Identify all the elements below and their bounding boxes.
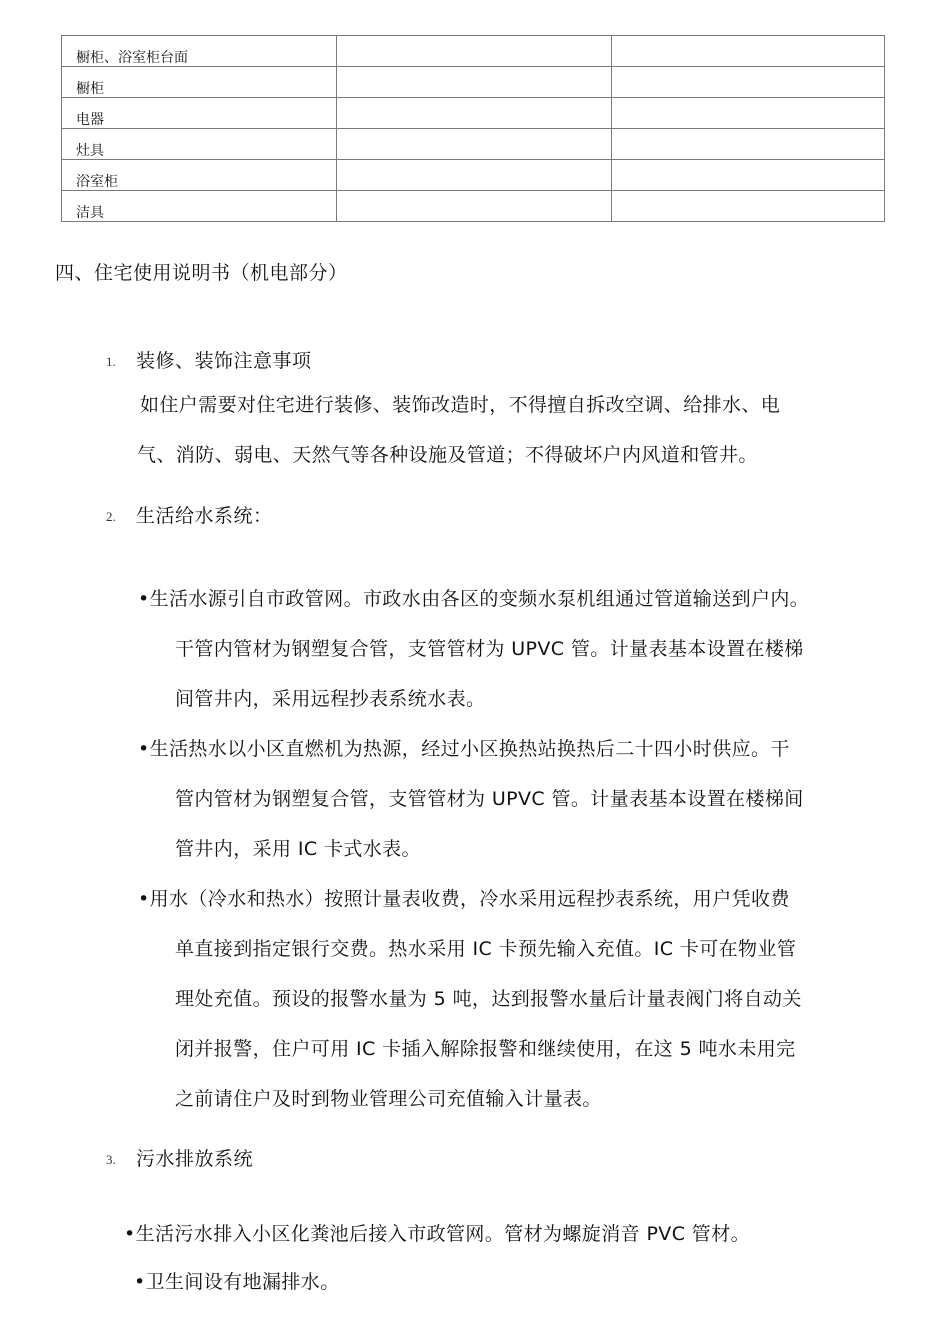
table-cell-label: 洁具 [62,191,337,222]
paragraph-line: 如住户需要对住宅进行装修、装饰改造时，不得擅自拆改空调、给排水、电 [140,394,781,416]
table-cell-label: 灶具 [62,129,337,160]
table-cell [612,67,885,98]
table-cell-label: 橱柜、浴室柜台面 [62,36,337,67]
table-cell-label: 浴室柜 [62,160,337,191]
table-cell-label: 电器 [62,98,337,129]
table-cell [337,67,612,98]
table-row [62,67,885,98]
table-row [62,129,885,160]
table-cell [337,98,612,129]
table-cell [337,129,612,160]
fixtures-table [61,35,885,222]
bullet-line: •生活水源引自市政管网。市政水由各区的变频水泵机组通过管道输送到户内。 [138,588,810,610]
bullet-line: 管内管材为钢塑复合管，支管管材为 UPVC 管。计量表基本设置在楼梯间 [175,788,804,810]
item-number: 3. [106,1152,116,1167]
paragraph-line: 气、消防、弱电、天然气等各种设施及管道；不得破坏户内风道和管井。 [137,444,758,466]
bullet-line: 间管井内，采用远程抄表系统水表。 [175,688,486,710]
bullet-line: •生活热水以小区直燃机为热源，经过小区换热站换热后二十四小时供应。干 [138,738,790,760]
bullet-line: 闭并报警，住户可用 IC 卡插入解除报警和继续使用，在这 5 吨水未用完 [175,1038,796,1060]
bullet-line: •生活污水排入小区化粪池后接入市政管网。管材为螺旋消音 PVC 管材。 [124,1223,751,1245]
table-cell [612,191,885,222]
bullet-line: 之前请住户及时到物业管理公司充值输入计量表。 [175,1088,602,1110]
bullet-line: 单直接到指定银行交费。热水采用 IC 卡预先输入充值。IC 卡可在物业管 [175,938,797,960]
table-cell [337,36,612,67]
item-title: 污水排放系统 [136,1148,254,1170]
table-row [62,36,885,67]
table-row [62,98,885,129]
bullet-line: 管井内，采用 IC 卡式水表。 [175,838,421,860]
table-row [62,160,885,191]
table-cell [612,160,885,191]
table-row [62,191,885,222]
bullet-line: •卫生间设有地漏排水。 [134,1271,340,1293]
table-cell [612,36,885,67]
bullet-line: 干管内管材为钢塑复合管，支管管材为 UPVC 管。计量表基本设置在楼梯 [175,638,804,660]
table-cell [612,98,885,129]
table-cell-label: 橱柜 [62,67,337,98]
table-cell [337,191,612,222]
bullet-line: •用水（冷水和热水）按照计量表收费，冷水采用远程抄表系统，用户凭收费 [138,888,790,910]
section-title: 四、住宅使用说明书（机电部分） [55,262,348,284]
table-cell [337,160,612,191]
bullet-line: 理处充值。预设的报警水量为 5 吨，达到报警水量后计量表阀门将自动关 [175,988,802,1010]
item-number: 2. [106,509,116,524]
item-title: 装修、装饰注意事项 [136,350,312,372]
item-title: 生活给水系统： [136,505,273,527]
item-number: 1. [106,354,116,369]
table-cell [612,129,885,160]
